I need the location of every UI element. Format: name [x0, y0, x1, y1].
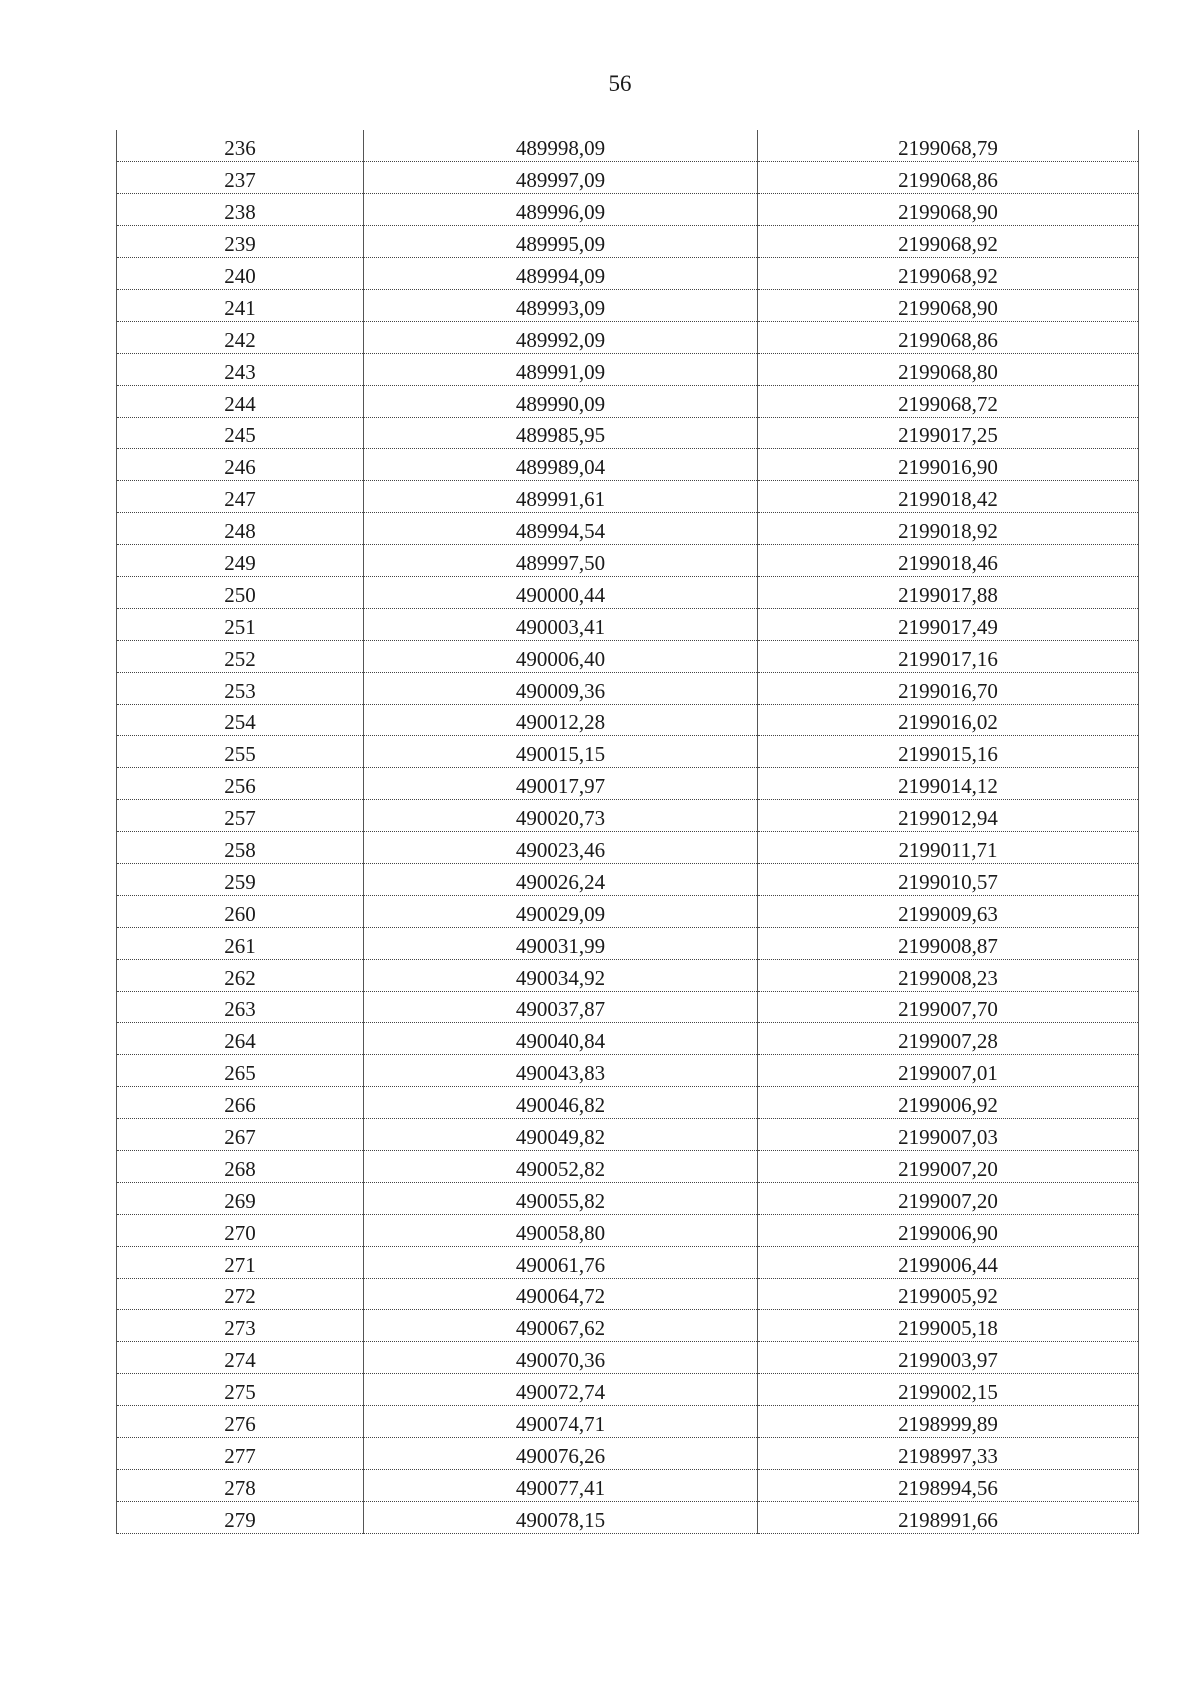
table-body: [117, 130, 1139, 1533]
point-number-cell: 268: [117, 1151, 364, 1183]
table-row: [117, 736, 1139, 768]
table-row: [117, 927, 1139, 959]
point-number-cell: 263: [117, 991, 364, 1023]
y-coordinate-cell: 2199068,90: [758, 289, 1139, 321]
y-coordinate-cell: 2199068,92: [758, 226, 1139, 258]
table-row: [117, 226, 1139, 258]
x-coordinate-cell: 490020,73: [364, 800, 758, 832]
x-coordinate-cell: 490031,99: [364, 927, 758, 959]
table-row: [117, 321, 1139, 353]
table-row: [117, 417, 1139, 449]
point-number-cell: 260: [117, 895, 364, 927]
table-row: [117, 258, 1139, 290]
point-number-cell: 265: [117, 1055, 364, 1087]
point-number-cell: 274: [117, 1342, 364, 1374]
x-coordinate-cell: 489995,09: [364, 226, 758, 258]
point-number-cell: 239: [117, 226, 364, 258]
table-row: [117, 1310, 1139, 1342]
x-coordinate-cell: 490049,82: [364, 1119, 758, 1151]
y-coordinate-cell: 2199068,90: [758, 194, 1139, 226]
y-coordinate-cell: 2199007,70: [758, 991, 1139, 1023]
x-coordinate-cell: 490078,15: [364, 1501, 758, 1533]
point-number-cell: 256: [117, 768, 364, 800]
x-coordinate-cell: 489998,09: [364, 130, 758, 162]
y-coordinate-cell: 2199007,01: [758, 1055, 1139, 1087]
point-number-cell: 267: [117, 1119, 364, 1151]
x-coordinate-cell: 490046,82: [364, 1087, 758, 1119]
point-number-cell: 243: [117, 353, 364, 385]
point-number-cell: 273: [117, 1310, 364, 1342]
table-row: [117, 1374, 1139, 1406]
y-coordinate-cell: 2199009,63: [758, 895, 1139, 927]
table-row: [117, 1438, 1139, 1470]
page-number: 56: [608, 71, 632, 96]
x-coordinate-cell: 490070,36: [364, 1342, 758, 1374]
point-number-cell: 245: [117, 417, 364, 449]
x-coordinate-cell: 490037,87: [364, 991, 758, 1023]
table-row: [117, 863, 1139, 895]
table-row: [117, 1278, 1139, 1310]
point-number-cell: 249: [117, 545, 364, 577]
table-row: [117, 959, 1139, 991]
table-row: [117, 1119, 1139, 1151]
table-row: [117, 545, 1139, 577]
x-coordinate-cell: 489993,09: [364, 289, 758, 321]
table-row: [117, 194, 1139, 226]
y-coordinate-cell: 2199008,87: [758, 927, 1139, 959]
table-row: [117, 162, 1139, 194]
table-row: [117, 289, 1139, 321]
point-number-cell: 242: [117, 321, 364, 353]
table-row: [117, 1342, 1139, 1374]
y-coordinate-cell: 2199017,88: [758, 576, 1139, 608]
x-coordinate-cell: 490000,44: [364, 576, 758, 608]
y-coordinate-cell: 2199018,46: [758, 545, 1139, 577]
y-coordinate-cell: 2199010,57: [758, 863, 1139, 895]
table-row: [117, 1246, 1139, 1278]
x-coordinate-cell: 489992,09: [364, 321, 758, 353]
x-coordinate-cell: 490003,41: [364, 608, 758, 640]
y-coordinate-cell: 2199007,20: [758, 1182, 1139, 1214]
point-number-cell: 246: [117, 449, 364, 481]
table-row: [117, 1406, 1139, 1438]
point-number-cell: 276: [117, 1406, 364, 1438]
point-number-cell: 279: [117, 1501, 364, 1533]
y-coordinate-cell: 2199007,20: [758, 1151, 1139, 1183]
x-coordinate-cell: 490034,92: [364, 959, 758, 991]
point-number-cell: 278: [117, 1469, 364, 1501]
point-number-cell: 236: [117, 130, 364, 162]
point-number-cell: 270: [117, 1214, 364, 1246]
y-coordinate-cell: 2199015,16: [758, 736, 1139, 768]
table-row: [117, 672, 1139, 704]
y-coordinate-cell: 2199068,79: [758, 130, 1139, 162]
y-coordinate-cell: 2199012,94: [758, 800, 1139, 832]
point-number-cell: 277: [117, 1438, 364, 1470]
y-coordinate-cell: 2199011,71: [758, 832, 1139, 864]
point-number-cell: 253: [117, 672, 364, 704]
x-coordinate-cell: 490009,36: [364, 672, 758, 704]
x-coordinate-cell: 489997,50: [364, 545, 758, 577]
x-coordinate-cell: 489989,04: [364, 449, 758, 481]
table-row: [117, 1469, 1139, 1501]
x-coordinate-cell: 490017,97: [364, 768, 758, 800]
point-number-cell: 237: [117, 162, 364, 194]
x-coordinate-cell: 490067,62: [364, 1310, 758, 1342]
point-number-cell: 240: [117, 258, 364, 290]
table-row: [117, 130, 1139, 162]
y-coordinate-cell: 2199068,86: [758, 162, 1139, 194]
table-row: [117, 353, 1139, 385]
y-coordinate-cell: 2199005,18: [758, 1310, 1139, 1342]
y-coordinate-cell: 2199017,16: [758, 640, 1139, 672]
y-coordinate-cell: 2199068,92: [758, 258, 1139, 290]
point-number-cell: 264: [117, 1023, 364, 1055]
point-number-cell: 262: [117, 959, 364, 991]
x-coordinate-cell: 490026,24: [364, 863, 758, 895]
table-row: [117, 991, 1139, 1023]
point-number-cell: 244: [117, 385, 364, 417]
y-coordinate-cell: 2199017,25: [758, 417, 1139, 449]
point-number-cell: 254: [117, 704, 364, 736]
y-coordinate-cell: 2199016,70: [758, 672, 1139, 704]
y-coordinate-cell: 2198991,66: [758, 1501, 1139, 1533]
table-row: [117, 608, 1139, 640]
x-coordinate-cell: 490058,80: [364, 1214, 758, 1246]
table-row: [117, 895, 1139, 927]
point-number-cell: 248: [117, 513, 364, 545]
x-coordinate-cell: 490074,71: [364, 1406, 758, 1438]
x-coordinate-cell: 489996,09: [364, 194, 758, 226]
y-coordinate-cell: 2199016,02: [758, 704, 1139, 736]
y-coordinate-cell: 2199068,72: [758, 385, 1139, 417]
y-coordinate-cell: 2199007,03: [758, 1119, 1139, 1151]
point-number-cell: 247: [117, 481, 364, 513]
x-coordinate-cell: 490076,26: [364, 1438, 758, 1470]
x-coordinate-cell: 489985,95: [364, 417, 758, 449]
table-row: [117, 1501, 1139, 1533]
table-row: [117, 640, 1139, 672]
point-number-cell: 275: [117, 1374, 364, 1406]
x-coordinate-cell: 490040,84: [364, 1023, 758, 1055]
table-row: [117, 1023, 1139, 1055]
table-row: [117, 481, 1139, 513]
x-coordinate-cell: 490043,83: [364, 1055, 758, 1087]
x-coordinate-cell: 489997,09: [364, 162, 758, 194]
table-row: [117, 768, 1139, 800]
point-number-cell: 269: [117, 1182, 364, 1214]
y-coordinate-cell: 2199068,80: [758, 353, 1139, 385]
table-row: [117, 800, 1139, 832]
table-row: [117, 576, 1139, 608]
y-coordinate-cell: 2199068,86: [758, 321, 1139, 353]
table-row: [117, 1214, 1139, 1246]
x-coordinate-cell: 490023,46: [364, 832, 758, 864]
x-coordinate-cell: 490064,72: [364, 1278, 758, 1310]
point-number-cell: 266: [117, 1087, 364, 1119]
y-coordinate-cell: 2199006,44: [758, 1246, 1139, 1278]
table-row: [117, 1151, 1139, 1183]
y-coordinate-cell: 2199017,49: [758, 608, 1139, 640]
point-number-cell: 271: [117, 1246, 364, 1278]
point-number-cell: 272: [117, 1278, 364, 1310]
x-coordinate-cell: 489994,54: [364, 513, 758, 545]
x-coordinate-cell: 490077,41: [364, 1469, 758, 1501]
point-number-cell: 238: [117, 194, 364, 226]
x-coordinate-cell: 490055,82: [364, 1182, 758, 1214]
point-number-cell: 250: [117, 576, 364, 608]
point-number-cell: 255: [117, 736, 364, 768]
y-coordinate-cell: 2198997,33: [758, 1438, 1139, 1470]
y-coordinate-cell: 2199016,90: [758, 449, 1139, 481]
coordinates-table: [116, 130, 1139, 1534]
y-coordinate-cell: 2199007,28: [758, 1023, 1139, 1055]
table-row: [117, 385, 1139, 417]
y-coordinate-cell: 2199014,12: [758, 768, 1139, 800]
x-coordinate-cell: 490029,09: [364, 895, 758, 927]
point-number-cell: 261: [117, 927, 364, 959]
y-coordinate-cell: 2199018,42: [758, 481, 1139, 513]
x-coordinate-cell: 489994,09: [364, 258, 758, 290]
x-coordinate-cell: 490015,15: [364, 736, 758, 768]
x-coordinate-cell: 489991,09: [364, 353, 758, 385]
point-number-cell: 241: [117, 289, 364, 321]
x-coordinate-cell: 490012,28: [364, 704, 758, 736]
y-coordinate-cell: 2199006,90: [758, 1214, 1139, 1246]
table-row: [117, 449, 1139, 481]
y-coordinate-cell: 2198999,89: [758, 1406, 1139, 1438]
x-coordinate-cell: 490072,74: [364, 1374, 758, 1406]
point-number-cell: 251: [117, 608, 364, 640]
x-coordinate-cell: 490052,82: [364, 1151, 758, 1183]
table-row: [117, 1087, 1139, 1119]
x-coordinate-cell: 490061,76: [364, 1246, 758, 1278]
x-coordinate-cell: 489991,61: [364, 481, 758, 513]
y-coordinate-cell: 2199008,23: [758, 959, 1139, 991]
table-row: [117, 704, 1139, 736]
table-row: [117, 1055, 1139, 1087]
x-coordinate-cell: 489990,09: [364, 385, 758, 417]
x-coordinate-cell: 490006,40: [364, 640, 758, 672]
point-number-cell: 258: [117, 832, 364, 864]
y-coordinate-cell: 2199005,92: [758, 1278, 1139, 1310]
table-row: [117, 513, 1139, 545]
point-number-cell: 252: [117, 640, 364, 672]
table-row: [117, 1182, 1139, 1214]
y-coordinate-cell: 2198994,56: [758, 1469, 1139, 1501]
table-row: [117, 832, 1139, 864]
point-number-cell: 257: [117, 800, 364, 832]
y-coordinate-cell: 2199002,15: [758, 1374, 1139, 1406]
y-coordinate-cell: 2199003,97: [758, 1342, 1139, 1374]
y-coordinate-cell: 2199018,92: [758, 513, 1139, 545]
point-number-cell: 259: [117, 863, 364, 895]
y-coordinate-cell: 2199006,92: [758, 1087, 1139, 1119]
